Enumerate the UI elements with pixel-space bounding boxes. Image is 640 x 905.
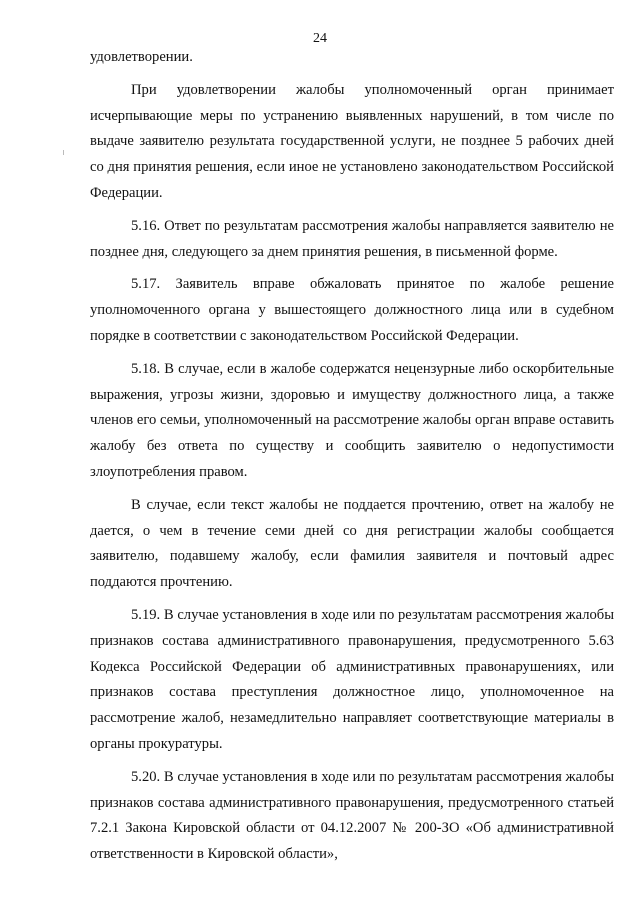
- paragraph-5-19: 5.19. В случае установления в ходе или по результатам рассмотрения жалобы признаков состава административного правонарушения, предусмотренного 5.63 Кодекса Российской Федерации об административных правонарушениях, или признаков состава преступления должностное лицо, уполномоченное на рассмотрение жалоб, незамедлительно направляет соответствующие материалы в органы прокуратуры.: [90, 606, 614, 752]
- paragraph-5-20: 5.20. В случае установления в ходе или по результатам рассмотрения жалобы признаков состава административного правонарушения, предусмотренного статьей 7.2.1 Закона Кировской области от 04.12.2007 № 200-ЗО «Об административной ответственности в Кировской области»,: [90, 768, 614, 863]
- document-body: [90, 45, 614, 868]
- paragraph-continuation: удовлетворении.: [90, 49, 193, 65]
- paragraph-5-16: 5.16. Ответ по результатам рассмотрения жалобы направляется заявителю не позднее дня, следующего за днем принятия решения, в письменной форме.: [90, 217, 614, 260]
- paragraph-satisfaction-measures: При удовлетворении жалобы уполномоченный орган принимает исчерпывающие меры по устранению выявленных нарушений, в том числе по выдаче заявителю результата государственной услуги, не позднее 5 рабочих дней со дня принятия решения, если иное не установлено законодательством Российской Федерации.: [90, 81, 614, 201]
- page-number: 24: [313, 31, 327, 46]
- paragraph-unreadable-complaint: В случае, если текст жалобы не поддается прочтению, ответ на жалобу не дается, о чем в течение семи дней со дня регистрации жалобы сообщается заявителю, подавшему жалобу, если фамилия заявителя и почтовый адрес поддаются прочтению.: [90, 496, 614, 591]
- paragraph-5-17: 5.17. Заявитель вправе обжаловать принятое по жалобе решение уполномоченного органа у вышестоящего должностного лица или в судебном порядке в соответствии с законодательством Российской Федерации.: [90, 276, 614, 344]
- paragraph-5-18: 5.18. В случае, если в жалобе содержатся нецензурные либо оскорбительные выражения, угрозы жизни, здоровью и имуществу должностного лица, а также членов его семьи, уполномоченный на рассмотрение жалобы орган вправе оставить жалобу без ответа по существу и сообщить заявителю о недопустимости злоупотребления правом.: [90, 360, 614, 480]
- scan-artifact: [63, 150, 64, 155]
